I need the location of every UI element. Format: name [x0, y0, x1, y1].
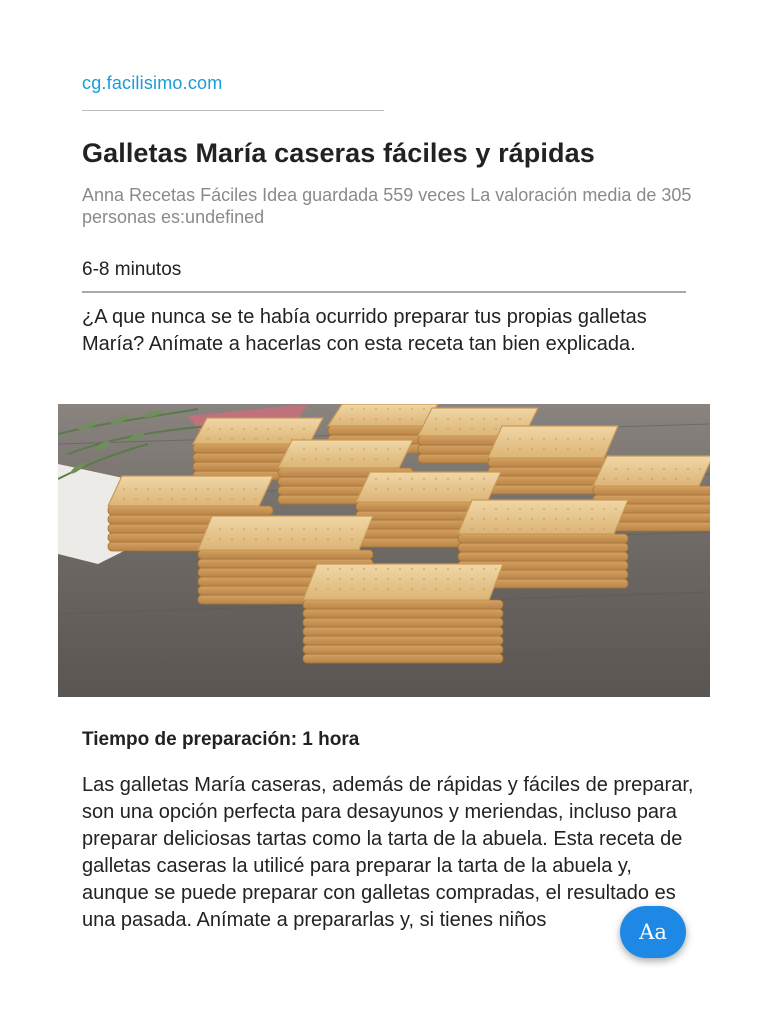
source-link[interactable]: cg.facilisimo.com — [82, 73, 223, 93]
biscuit-stack — [303, 564, 503, 663]
article-intro: ¿A que nunca se te había ocurrido preparar tus propias galletas María? Anímate a hacerlas con esta receta tan bien explicada. — [82, 306, 647, 355]
article-title: Galletas María caseras fáciles y rápidas — [82, 138, 595, 168]
duration-divider — [82, 291, 686, 293]
source-divider — [82, 110, 384, 111]
prep-time: Tiempo de preparación: 1 hora — [82, 729, 360, 750]
reading-duration: 6-8 minutos — [82, 259, 182, 280]
article-meta: Anna Recetas Fáciles Idea guardada 559 veces La valoración media de 305 personas es:undefined — [82, 185, 692, 227]
cookies-photo — [58, 404, 710, 697]
article-body: Las galletas María caseras, además de rápidas y fáciles de preparar, son una opción perfecta para desayunos y meriendas, incluso para preparar deliciosas tartas como la tarta de la abuela. Esta receta de galletas caseras la utilicé para preparar la tarta de la abuela y, aunque se puede preparar con galletas compradas, el resultado es una pasada. Anímate a prepararlas y, si tienes niños — [82, 774, 694, 931]
text-size-button[interactable]: Aa — [620, 906, 686, 958]
